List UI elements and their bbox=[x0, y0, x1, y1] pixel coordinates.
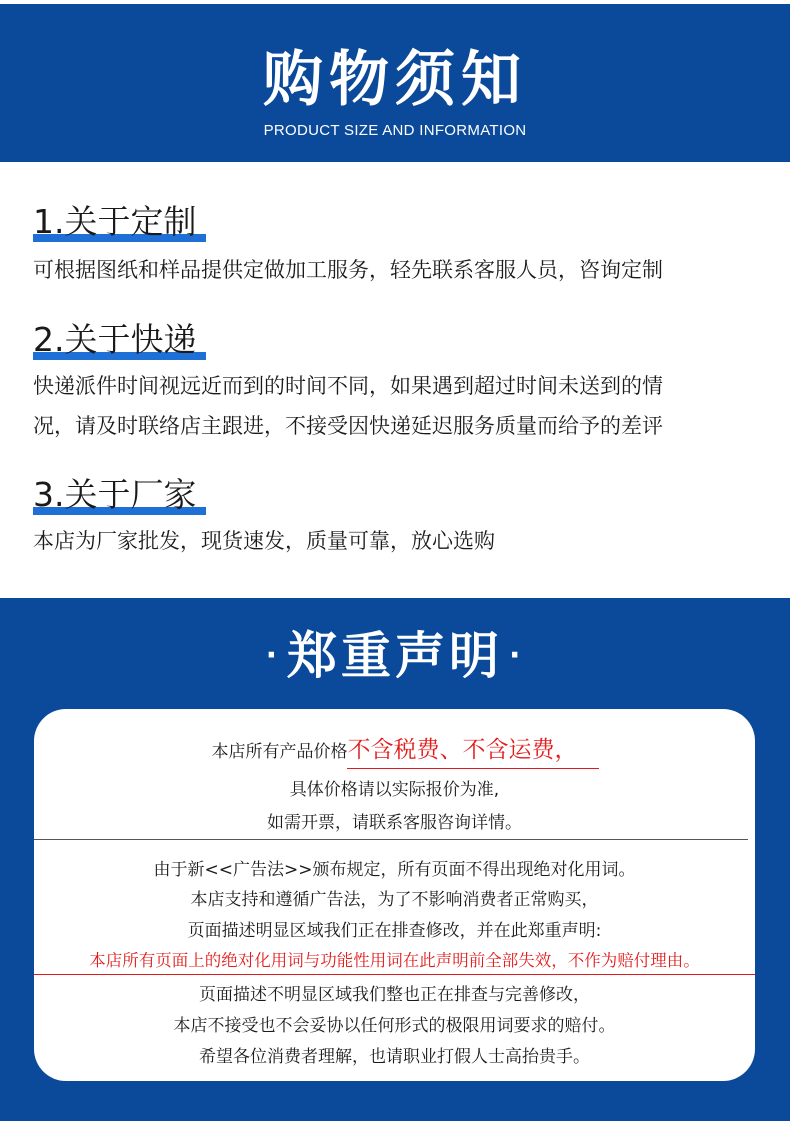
red-divider bbox=[34, 974, 755, 975]
page-subtitle: PRODUCT SIZE AND INFORMATION bbox=[263, 122, 527, 139]
header-banner bbox=[0, 4, 790, 162]
highlight-underline bbox=[347, 768, 599, 769]
section-text: 可根据图纸和样品提供定做加工服务，轻先联系客服人员，咨询定制 bbox=[33, 258, 663, 282]
price-line-3: 如需开票，请联系客服咨询详情。 bbox=[267, 813, 522, 833]
notice-card bbox=[34, 709, 755, 1081]
closing-line: 本店不接受也不会妥协以任何形式的极限用词要求的赔付。 bbox=[173, 1016, 616, 1036]
section-text: 本店为厂家批发，现货速发，质量可靠，放心选购 bbox=[33, 529, 495, 553]
dot-right: · bbox=[509, 638, 525, 673]
dot-left: · bbox=[265, 638, 281, 673]
notice-panel bbox=[0, 598, 790, 1121]
section-text: 况，请及时联络店主跟进，不接受因快递延迟服务质量而给予的差评 bbox=[33, 414, 663, 438]
page-title: 购物须知 bbox=[263, 45, 527, 115]
section-title: 3.关于厂家 bbox=[33, 475, 197, 514]
law-line: 由于新<<广告法>>颁布规定，所有页面不得出现绝对化用词。 bbox=[153, 860, 636, 880]
red-notice-line: 本店所有页面上的绝对化用词与功能性用词在此声明前全部失效，不作为赔付理由。 bbox=[89, 951, 700, 970]
divider bbox=[34, 839, 748, 840]
price-highlight: 不含税费、不含运费， bbox=[347, 737, 578, 763]
notice-heading bbox=[0, 616, 790, 688]
law-line: 页面描述明显区域我们正在排查修改，并在此郑重声明: bbox=[187, 921, 602, 941]
section-title: 2.关于快递 bbox=[33, 320, 197, 359]
notice-title: 郑重声明 bbox=[287, 627, 503, 685]
closing-line: 希望各位消费者理解，也请职业打假人士高抬贵手。 bbox=[199, 1047, 590, 1067]
law-line: 本店支持和遵循广告法，为了不影响消费者正常购买， bbox=[190, 890, 599, 910]
section-text: 快递派件时间视远近而到的时间不同，如果遇到超过时间未送到的情 bbox=[33, 374, 663, 398]
closing-line: 页面描述不明显区域我们整也正在排查与完善修改， bbox=[199, 985, 590, 1005]
price-line-2: 具体价格请以实际报价为准, bbox=[289, 780, 500, 800]
price-prefix: 本店所有产品价格 bbox=[211, 742, 348, 762]
price-line bbox=[34, 731, 755, 764]
section-title: 1.关于定制 bbox=[33, 202, 197, 241]
